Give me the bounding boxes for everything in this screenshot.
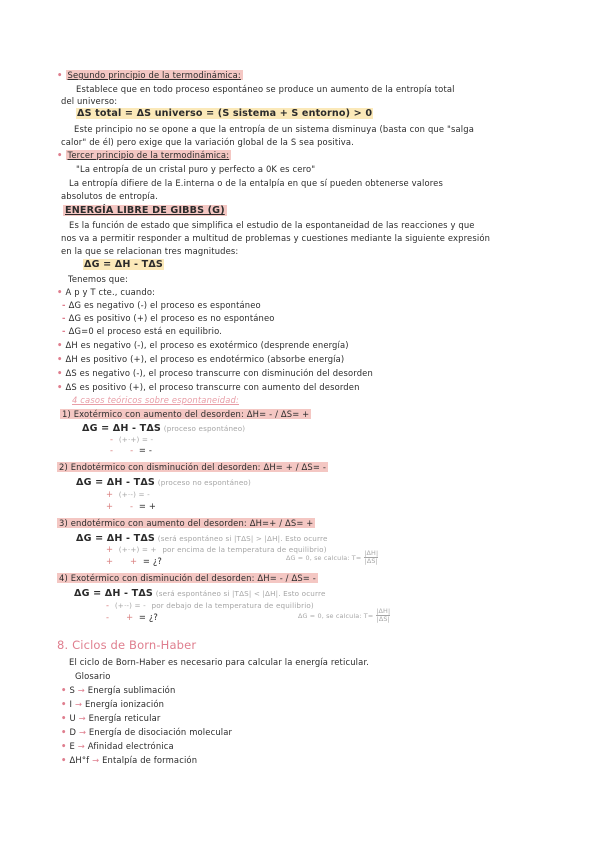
bullet: • ΔH es negativo (-), el proceso es exotérmico (desprende energía) [57, 340, 349, 350]
text-line: Establece que en todo proceso espontáneo se produce un aumento de la entropía total [76, 84, 455, 94]
born-haber-title: 8. Ciclos de Born-Haber [57, 638, 197, 652]
bullet: • ΔS es negativo (-), el proceso transcurre con disminución del desorden [57, 368, 373, 378]
gibbs-formula: ΔG = ΔH - TΔS [84, 259, 163, 270]
text-line: "La entropía de un cristal puro y perfecto a 0K es cero" [76, 164, 316, 174]
text-line: Este principio no se opone a que la entropía de un sistema disminuya (basta con que "salga [74, 124, 475, 134]
bullet: - ΔG=0 el proceso está en equilibrio. [62, 326, 223, 336]
text-line: Tenemos que: [68, 274, 129, 284]
second-principle-title: Segundo principio de la termodinámica: [67, 70, 241, 80]
text-line: La entropía difiere de la E.interna o de la entalpía en que sí pueden obtenerse valores [69, 178, 443, 188]
cases-title: 4 casos teóricos sobre espontaneidad: [72, 395, 239, 405]
glossary-item: • S → Energía sublimación [61, 685, 176, 695]
case-2-equation: ΔG = ΔH - TΔS (proceso no espontáneo) [76, 477, 251, 488]
bullet: - ΔG es negativo (-) el proceso es espontáneo [62, 300, 261, 310]
bullet: • ΔH es positivo (+), el proceso es endotérmico (absorbe energía) [57, 354, 345, 364]
case-4-fraction: $\frac{|\Delta H|}{|\Delta S|}$ [376, 607, 391, 623]
bullet: • Segundo principio de la termodinámica: [57, 70, 241, 80]
case-4-eq-temperature: ΔG = 0, se calcula: T= $\frac{|\Delta H|}{|\Delta S|}$ [298, 607, 391, 623]
glossary-item: • E → Afinidad electrónica [61, 741, 174, 751]
text-line: Es la función de estado que simplifica el estudio de la espontaneidad de las reacciones y que [69, 220, 475, 230]
text-line: en la que se relacionan tres magnitudes: [61, 246, 239, 256]
case-3-row-1: + (+·+) = + por encima de la temperatura de equilibrio) [106, 544, 327, 554]
text-line: absolutos de entropía. [61, 191, 158, 201]
case-3-row-2: + + = ¿? [106, 556, 163, 566]
case-3-eq-temperature: ΔG = 0, se calcula: T= $\frac{|\Delta H|}{|\Delta S|}$ [286, 549, 379, 565]
case-3-fraction: $\frac{|\Delta H|}{|\Delta S|}$ [364, 549, 379, 565]
bullet: - ΔG es positivo (+) el proceso es no espontáneo [62, 313, 275, 323]
text-line: del universo: [61, 96, 118, 106]
gibbs-title: ENERGÍA LIBRE DE GIBBS (G) [65, 205, 225, 216]
bullet: • A p y T cte., cuando: [57, 287, 156, 297]
case-4-equation: ΔG = ΔH - TΔS (será espontáneo si |TΔS| < |ΔH|. Esto ocurre [74, 588, 326, 599]
case-4-row-1: - (+·-) = - por debajo de la temperatura de equilibrio) [106, 600, 314, 610]
case-4-title: 4) Exotérmico con disminución del desorden: ΔH= - / ΔS= - [59, 573, 316, 583]
glossary-item: • U → Energía reticular [61, 713, 161, 723]
case-2-title: 2) Endotérmico con disminución del desorden: ΔH= + / ΔS= - [59, 462, 327, 472]
born-haber-intro: El ciclo de Born-Haber es necesario para calcular la energía reticular. [69, 657, 370, 667]
case-2-row-1: + (+·-) = - [106, 489, 150, 499]
bullet: • ΔS es positivo (+), el proceso transcurre con aumento del desorden [57, 382, 360, 392]
case-3-title: 3) endotérmico con aumento del desorden: ΔH=+ / ΔS= + [59, 518, 314, 528]
glossary-item: • D → Energía de disociación molecular [61, 727, 233, 737]
case-1-row-2: - - = - [110, 445, 153, 455]
bullet: • Tercer principio de la termodinámica: [57, 150, 230, 160]
glossary-item: • ΔH°f → Entalpía de formación [61, 755, 198, 765]
glossary-item: • I → Energía ionización [61, 699, 165, 709]
text-line: nos va a permitir responder a multitud de problemas y cuestiones mediante la siguiente expresión [61, 233, 491, 243]
case-4-row-2: - + = ¿? [106, 612, 159, 622]
case-1-row-1: - (+·+) = - [110, 434, 154, 444]
text-line: calor" de él) pero exige que la variación global de la S sea positiva. [61, 137, 354, 147]
glossary-title: Glosario [75, 671, 111, 681]
case-1-equation: ΔG = ΔH - TΔS (proceso espontáneo) [82, 423, 246, 434]
entropy-formula: ΔS total = ΔS universo = (S sistema + S entorno) > 0 [77, 108, 373, 119]
case-2-row-2: + - = + [106, 501, 157, 511]
case-3-equation: ΔG = ΔH - TΔS (será espontáneo si |TΔS| > |ΔH|. Esto ocurre [76, 533, 328, 544]
case-1-title: 1) Exotérmico con aumento del desorden: ΔH= - / ΔS= + [62, 409, 310, 419]
third-principle-title: Tercer principio de la termodinámica: [67, 150, 230, 160]
